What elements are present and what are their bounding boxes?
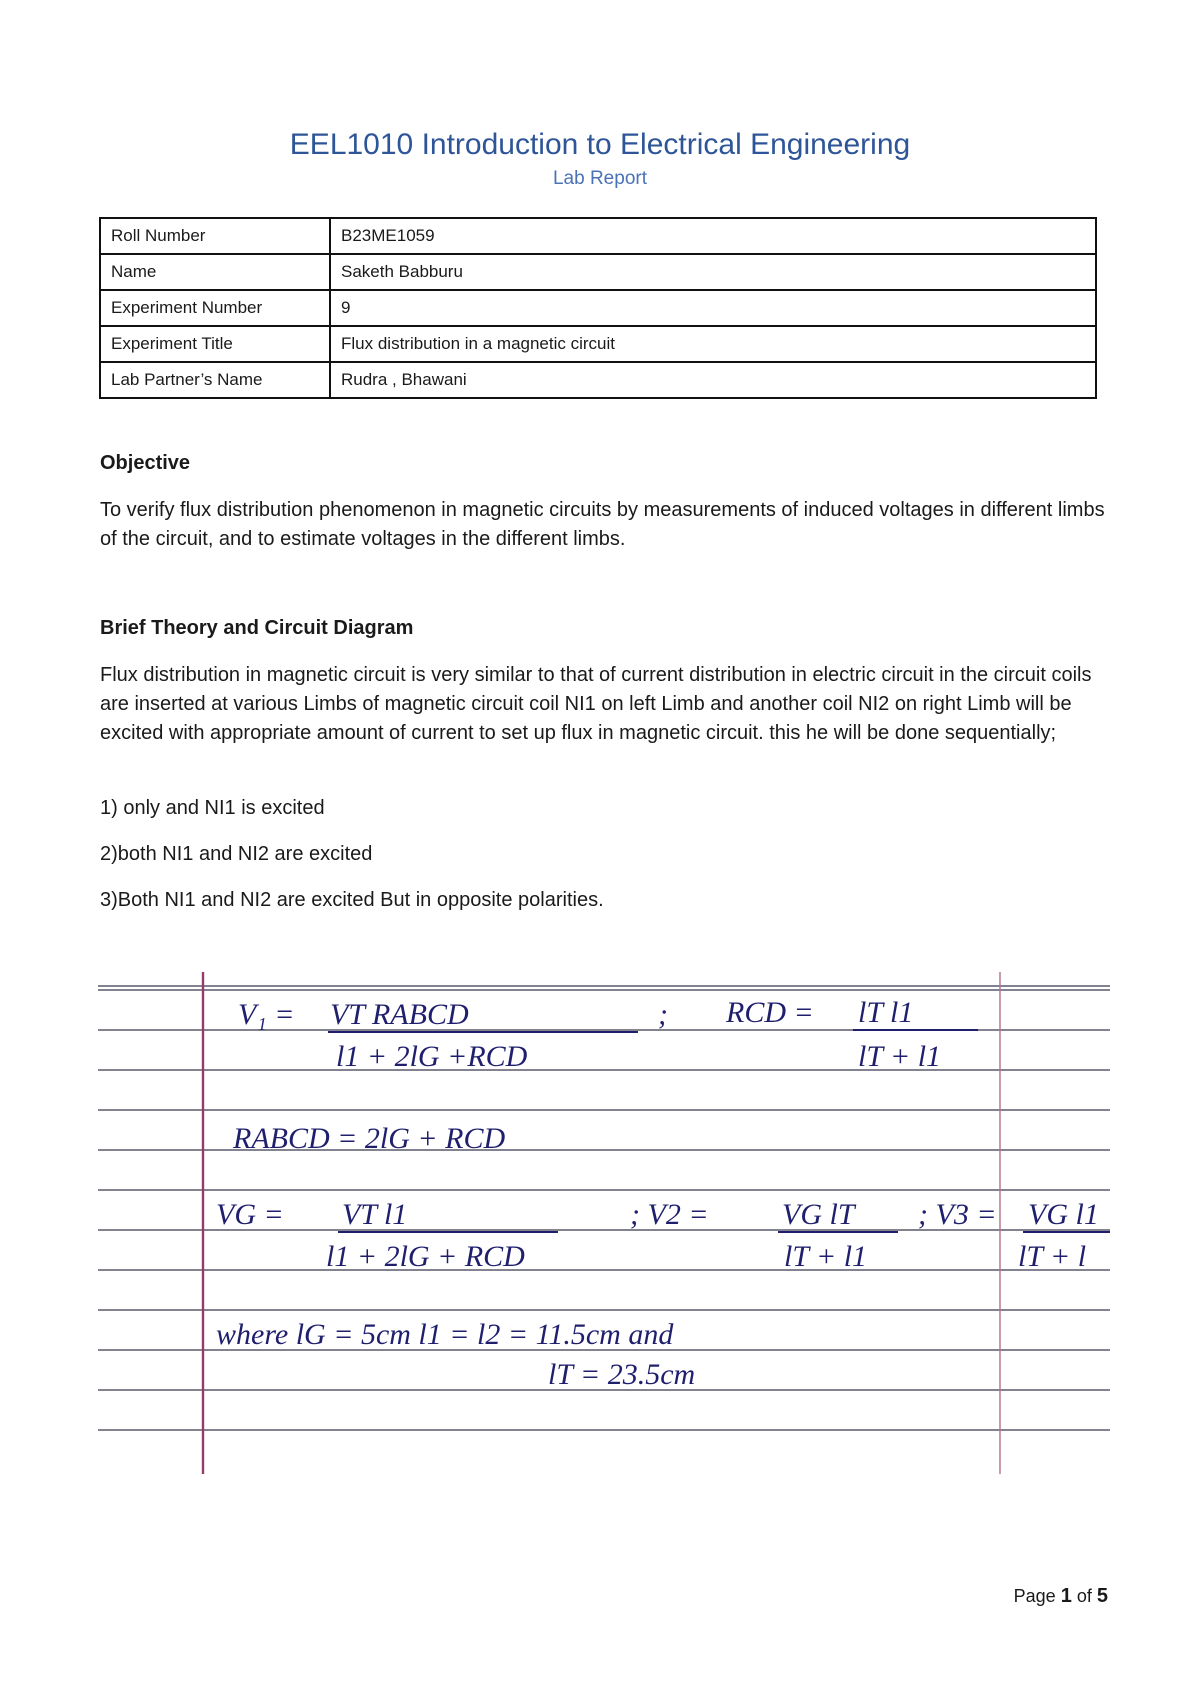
hw-text: ; xyxy=(658,998,668,1031)
document-subtitle: Lab Report xyxy=(552,168,647,189)
of-word: of xyxy=(1076,1586,1092,1606)
list-item: 3)Both NI1 and NI2 are excited But in opposite polarities. xyxy=(100,889,604,911)
theory-text: Flux distribution in magnetic circuit is very similar to that of current distribution in electric circuit in the circuit coils are inserted at various Limbs of magnetic circuit coil NI1 on left Limb and another coil NI2 on right Limb will be excited with appropriate amount of current to set up flux in magnetic circuit. this he will be done sequentially; xyxy=(100,664,1092,744)
document-title: EEL1010 Introduction to Electrical Engineering xyxy=(289,128,911,161)
row-value: Rudra , Bhawani xyxy=(330,362,1096,398)
table-row xyxy=(100,326,1096,362)
list-item: 1) only and NI1 is excited xyxy=(100,797,325,819)
row-label: Experiment Title xyxy=(100,326,330,362)
hw-text: lT + l xyxy=(1018,1240,1087,1273)
row-label: Experiment Number xyxy=(100,290,330,326)
hw-text: l1 + 2lG +RCD xyxy=(336,1040,528,1073)
row-value: B23ME1059 xyxy=(330,218,1096,254)
hw-text: where lG = 5cm l1 = l2 = 11.5cm and xyxy=(216,1318,674,1351)
row-label: Name xyxy=(100,254,330,290)
hw-text: VG lT xyxy=(782,1198,855,1231)
hw-text: V₁ = xyxy=(238,998,295,1031)
hw-text: ; V3 = xyxy=(918,1198,997,1231)
row-label: Lab Partner’s Name xyxy=(100,362,330,398)
page-footer xyxy=(1014,1585,1108,1608)
hw-text: lT = 23.5cm xyxy=(548,1358,696,1391)
hw-text: ; V2 = xyxy=(630,1198,709,1231)
hw-text: RCD = xyxy=(726,996,814,1029)
row-value: Saketh Babburu xyxy=(330,254,1096,290)
hw-text: RABCD = 2lG + RCD xyxy=(233,1122,506,1155)
theory-heading: Brief Theory and Circuit Diagram xyxy=(100,617,414,639)
hw-text: VG = xyxy=(216,1198,284,1231)
table-row xyxy=(100,290,1096,326)
list-item: 2)both NI1 and NI2 are excited xyxy=(100,843,373,865)
info-table xyxy=(99,217,1097,399)
hw-text: lT + l1 xyxy=(784,1240,868,1273)
row-value: Flux distribution in a magnetic circuit xyxy=(330,326,1096,362)
row-value: 9 xyxy=(330,290,1096,326)
total-pages: 5 xyxy=(1096,1585,1108,1607)
hw-text: VT l1 xyxy=(342,1198,408,1231)
hw-text: lT + l1 xyxy=(858,1040,942,1073)
hw-text: VT RABCD xyxy=(330,998,469,1031)
row-label: Roll Number xyxy=(100,218,330,254)
table-row xyxy=(100,254,1096,290)
handwritten-notes-image xyxy=(98,972,1110,1474)
hw-text: l1 + 2lG + RCD xyxy=(326,1240,525,1273)
current-page: 1 xyxy=(1060,1585,1072,1607)
objective-heading: Objective xyxy=(100,452,191,474)
page-word: Page xyxy=(1013,1586,1056,1606)
table-row xyxy=(100,218,1096,254)
hw-text: lT l1 xyxy=(858,996,914,1029)
table-row xyxy=(100,362,1096,398)
hw-text: VG l1 xyxy=(1028,1198,1099,1231)
objective-text: To verify flux distribution phenomenon in magnetic circuits by measurements of induced voltages in different limbs of the circuit, and to estimate voltages in the different limbs. xyxy=(100,499,1105,550)
